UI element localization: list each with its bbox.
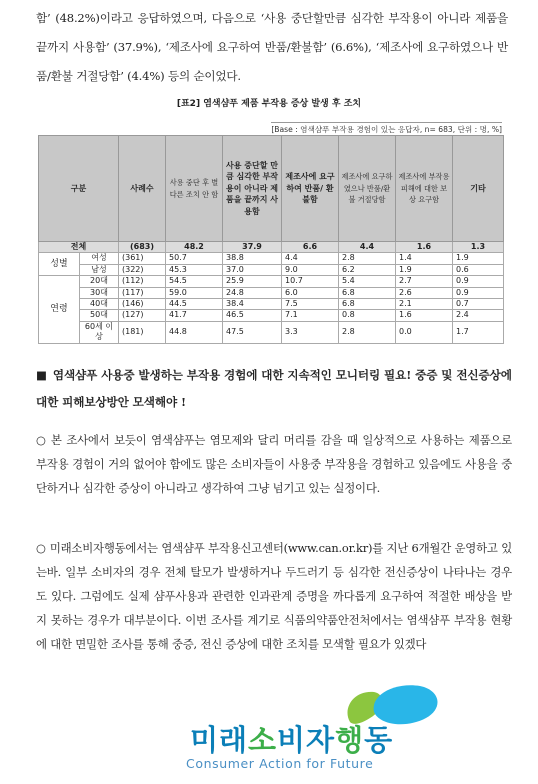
cell: 54.5 bbox=[166, 276, 223, 287]
header-col-4: 제조사에 요구하였으나 반품/환불 거절당함 bbox=[339, 136, 396, 242]
cell: 0.8 bbox=[339, 310, 396, 321]
row-count: (683) bbox=[119, 242, 166, 253]
cell: 1.7 bbox=[453, 321, 504, 343]
cell: 2.7 bbox=[396, 276, 453, 287]
group-label-gender: 성별 bbox=[39, 253, 80, 276]
row-count: (117) bbox=[119, 287, 166, 298]
cell: 45.3 bbox=[166, 264, 223, 275]
cell: 2.1 bbox=[396, 299, 453, 310]
section-heading-text: 염색샴푸 사용중 발생하는 부작용 경험에 대한 지속적인 모니터링 필요! 중증 및 전신증상에 대한 피해보상방안 모색해야 ! bbox=[36, 368, 512, 409]
logo-korean-text bbox=[190, 718, 393, 759]
table-row bbox=[39, 299, 504, 310]
cell: 0.9 bbox=[453, 276, 504, 287]
cell: 1.6 bbox=[396, 242, 453, 253]
logo-text-part: 행 bbox=[335, 723, 365, 757]
header-category: 구분 bbox=[39, 136, 119, 242]
row-label: 20대 bbox=[80, 276, 119, 287]
table-row bbox=[39, 264, 504, 275]
cell: 37.0 bbox=[223, 264, 282, 275]
cell: 2.4 bbox=[453, 310, 504, 321]
cell: 9.0 bbox=[282, 264, 339, 275]
cell: 6.0 bbox=[282, 287, 339, 298]
row-label: 남성 bbox=[80, 264, 119, 275]
table-row bbox=[39, 321, 504, 343]
circle-bullet-icon: ○ bbox=[36, 541, 46, 555]
cell: 0.0 bbox=[396, 321, 453, 343]
cell: 5.4 bbox=[339, 276, 396, 287]
cell: 0.7 bbox=[453, 299, 504, 310]
table-row-total bbox=[39, 242, 504, 253]
cell: 6.8 bbox=[339, 287, 396, 298]
cell: 7.1 bbox=[282, 310, 339, 321]
cell: 25.9 bbox=[223, 276, 282, 287]
row-count: (127) bbox=[119, 310, 166, 321]
cell: 4.4 bbox=[282, 253, 339, 264]
row-label: 60세 이상 bbox=[80, 321, 119, 343]
cell: 37.9 bbox=[223, 242, 282, 253]
intro-paragraph: 함’ (48.2%)이라고 응답하였으며, 다음으로 ‘사용 중단할만큼 심각한 부작용이 아니라 제품을 끝까지 사용함’ (37.9%), ‘제조사에 요구하여 반품/환불함’ (6.6%), ‘제조사에 요구하였으나 반품/환불 거절당함’ (4.4%) 등의 순이었다. bbox=[36, 11, 508, 83]
cell: 6.6 bbox=[282, 242, 339, 253]
table-base-note: [Base : 염색샴푸 부작용 경험이 있는 응답자, n= 683, 단위 : 명, %] bbox=[271, 122, 502, 135]
table-row bbox=[39, 287, 504, 298]
cell: 2.8 bbox=[339, 321, 396, 343]
row-label: 40대 bbox=[80, 299, 119, 310]
paragraph-1-text: 본 조사에서 보듯이 염색샴푸는 염모제와 달리 머리를 감을 때 일상적으로 사용하는 제품으로 부작용 경험이 거의 없어야 함에도 많은 소비자들이 사용중 부작용을 경험하고 있음에도 사용을 중단하거나 심각한 증상이 아니라고 생각하여 그냥 넘기고 있는 실정이다. bbox=[36, 433, 512, 495]
cell: 1.9 bbox=[396, 264, 453, 275]
cell: 38.4 bbox=[223, 299, 282, 310]
cell: 6.2 bbox=[339, 264, 396, 275]
circle-bullet-icon: ○ bbox=[36, 433, 47, 447]
cell: 47.5 bbox=[223, 321, 282, 343]
logo-text-part: 비자 bbox=[277, 723, 336, 757]
cell: 0.9 bbox=[453, 287, 504, 298]
paragraph-1 bbox=[36, 428, 512, 500]
row-count: (181) bbox=[119, 321, 166, 343]
cell: 50.7 bbox=[166, 253, 223, 264]
paragraph-2 bbox=[36, 536, 512, 656]
header-col-2: 사용 중단할 만큼 심각한 부작용이 아니라 제품을 끝까지 사용함 bbox=[223, 136, 282, 242]
row-label: 30대 bbox=[80, 287, 119, 298]
cell: 6.8 bbox=[339, 299, 396, 310]
cell: 2.6 bbox=[396, 287, 453, 298]
header-col-1: 사용 중단 후 별다른 조치 안 함 bbox=[166, 136, 223, 242]
row-label: 전체 bbox=[39, 242, 119, 253]
cell: 59.0 bbox=[166, 287, 223, 298]
row-label: 여성 bbox=[80, 253, 119, 264]
paragraph-2-text: 미래소비자행동에서는 염색샴푸 부작용신고센터(www.can.or.kr)를 지난 6개월간 운영하고 있는바. 일부 소비자의 경우 전체 탈모가 발생하거나 두드러기 등 심각한 전신증상이 나타나는 경우도 있다. 그럼에도 실제 샴푸사용과 관련한 인과관계 증명을 까다롭게 요구하여 적절한 배상을 받지 못하는 경우가 대부분이다. 이번 조사를 계기로 식품의약품안전처에서는 염색샴푸 부작용 현황에 대한 면밀한 조사를 통해 중증, 전신 증상에 대한 조치를 모색할 필요가 있겠다 bbox=[36, 541, 512, 651]
table-row bbox=[39, 310, 504, 321]
cell: 0.6 bbox=[453, 264, 504, 275]
row-count: (361) bbox=[119, 253, 166, 264]
cell: 10.7 bbox=[282, 276, 339, 287]
logo-english-text: Consumer Action for Future bbox=[186, 756, 374, 771]
cell: 1.4 bbox=[396, 253, 453, 264]
cell: 7.5 bbox=[282, 299, 339, 310]
table-title: [표2] 염색샴푸 제품 부작용 증상 발생 후 조치 bbox=[176, 99, 362, 109]
header-col-6: 기타 bbox=[453, 136, 504, 242]
cell: 3.3 bbox=[282, 321, 339, 343]
cell: 2.8 bbox=[339, 253, 396, 264]
cell: 24.8 bbox=[223, 287, 282, 298]
header-count: 사례수 bbox=[119, 136, 166, 242]
group-label-age: 연령 bbox=[39, 276, 80, 343]
cell: 1.3 bbox=[453, 242, 504, 253]
logo-text-part: 소 bbox=[248, 723, 278, 757]
cell: 1.9 bbox=[453, 253, 504, 264]
cell: 44.5 bbox=[166, 299, 223, 310]
row-count: (112) bbox=[119, 276, 166, 287]
cell: 48.2 bbox=[166, 242, 223, 253]
row-count: (322) bbox=[119, 264, 166, 275]
cell: 1.6 bbox=[396, 310, 453, 321]
logo-text-part: 미래 bbox=[190, 723, 249, 757]
cell: 38.8 bbox=[223, 253, 282, 264]
table-row bbox=[39, 276, 504, 287]
row-count: (146) bbox=[119, 299, 166, 310]
cell: 46.5 bbox=[223, 310, 282, 321]
results-table bbox=[38, 135, 504, 344]
cell: 4.4 bbox=[339, 242, 396, 253]
section-heading bbox=[36, 362, 512, 416]
logo-text-part: 동 bbox=[364, 723, 394, 757]
header-col-3: 제조사에 요구하여 반품/ 환불함 bbox=[282, 136, 339, 242]
table-row bbox=[39, 253, 504, 264]
cell: 41.7 bbox=[166, 310, 223, 321]
row-label: 50대 bbox=[80, 310, 119, 321]
square-bullet-icon: ■ bbox=[36, 368, 47, 382]
cell: 44.8 bbox=[166, 321, 223, 343]
header-col-5: 제조사에 부작용 피해에 대한 보상 요구함 bbox=[396, 136, 453, 242]
